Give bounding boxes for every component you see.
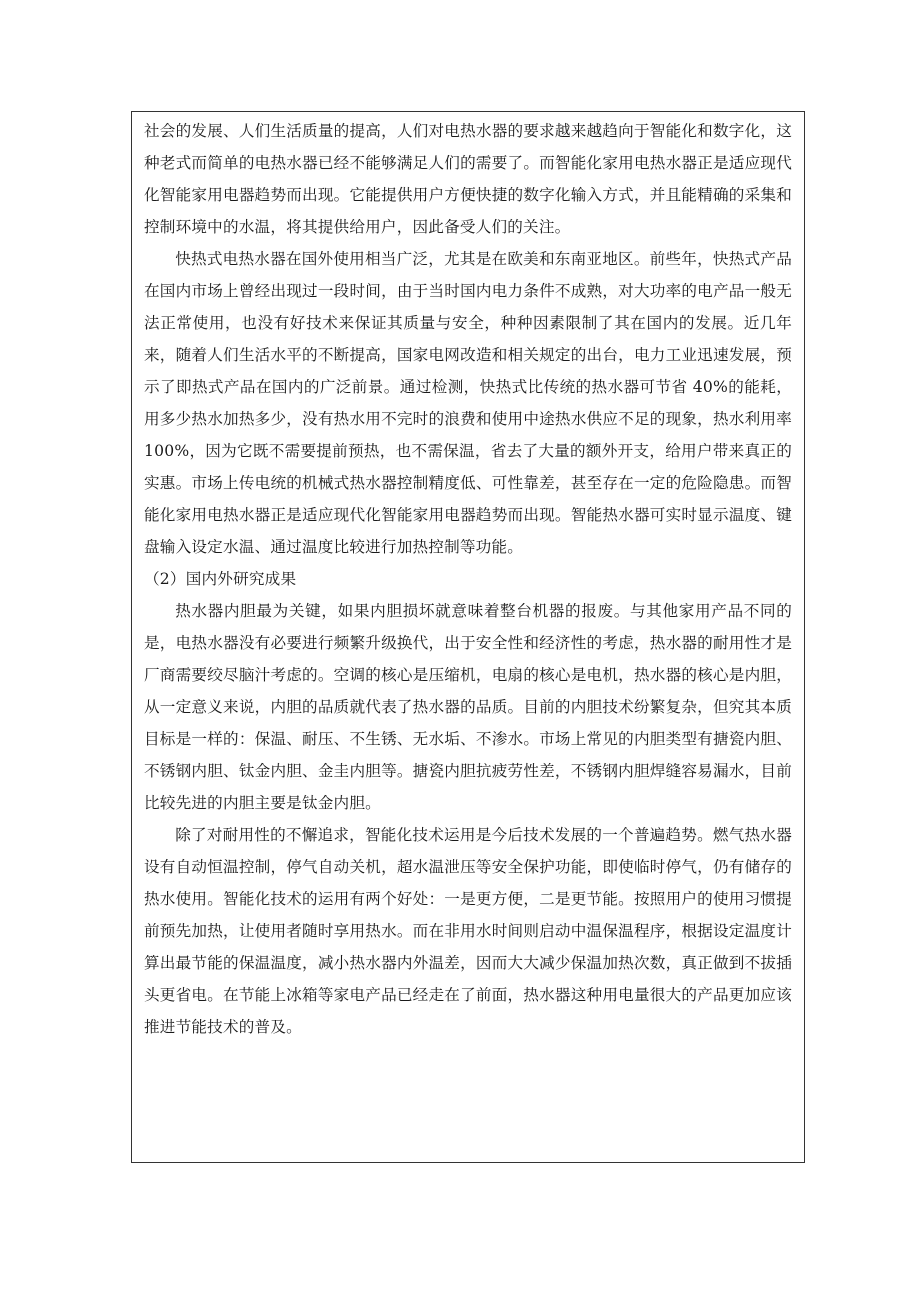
- paragraph-intelligent-tech: 除了对耐用性的不懈追求，智能化技术运用是今后技术发展的一个普遍趋势。燃气热水器设有自动恒温控制，停气自动关机，超水温泄压等安全保护功能，即使临时停气，仍有储存的热水使用。智能化技术的运用有两个好处：一是更方便，二是更节能。按照用户的使用习惯提前预先加热，让使用者随时享用热水。而在非用水时间则启动中温保温程序，根据设定温度计算出最节能的保温温度，减小热水器内外温差，因而大大减少保温加热次数，真正做到不拔插头更省电。在节能上冰箱等家电产品已经走在了前面，热水器这种用电量很大的产品更加应该推进节能技术的普及。: [144, 826, 792, 1036]
- text-frame: [131, 111, 805, 1163]
- section-heading-research: （2）国内外研究成果: [144, 570, 297, 588]
- paragraph-inner-tank: 热水器内胆最为关键，如果内胆损坏就意味着整台机器的报废。与其他家用产品不同的是，电热水器没有必要进行频繁升级换代，出于安全性和经济性的考虑，热水器的耐用性才是厂商需要绞尽脑汁考虑的。空调的核心是压缩机，电扇的核心是电机，热水器的核心是内胆，从一定意义来说，内胆的品质就代表了热水器的品质。目前的内胆技术纷繁复杂，但究其本质目标是一样的：保温、耐压、不生锈、无水垢、不渗水。市场上常见的内胆类型有搪瓷内胆、不锈钢内胆、钛金内胆、金圭内胆等。搪瓷内胆抗疲劳性差，不锈钢内胆焊缝容易漏水，目前比较先进的内胆主要是钛金内胆。: [144, 602, 792, 812]
- paragraph-fast-heater: 快热式电热水器在国外使用相当广泛，尤其是在欧美和东南亚地区。前些年，快热式产品在国内市场上曾经出现过一段时间，由于当时国内电力条件不成熟，对大功率的电产品一般无法正常使用，也没有好技术来保证其质量与安全，种种因素限制了其在国内的发展。近几年来，随着人们生活水平的不断提高，国家电网改造和相关规定的出台，电力工业迅速发展，预示了即热式产品在国内的广泛前景。通过检测，快热式比传统的热水器可节省 40%的能耗，用多少热水加热多少，没有热水用不完时的浪费和使用中途热水供应不足的现象，热水利用率 100%，因为它既不需要提前预热，也不需保温，省去了大量的额外开支，给用户带来真正的实惠。市场上传电统的机械式热水器控制精度低、可性靠差，甚至存在一定的危险隐患。而智能化家用电热水器正是适应现代化智能家用电器趋势而出现。智能热水器可实时显示温度、键盘输入设定水温、通过温度比较进行加热控制等功能。: [144, 250, 792, 556]
- paragraph-intro: 社会的发展、人们生活质量的提高，人们对电热水器的要求越来越趋向于智能化和数字化，这种老式而简单的电热水器已经不能够满足人们的需要了。而智能化家用电热水器正是适应现代化智能家用电器趋势而出现。它能提供用户方便快捷的数字化输入方式，并且能精确的采集和控制环境中的水温，将其提供给用户，因此备受人们的关注。: [144, 122, 792, 236]
